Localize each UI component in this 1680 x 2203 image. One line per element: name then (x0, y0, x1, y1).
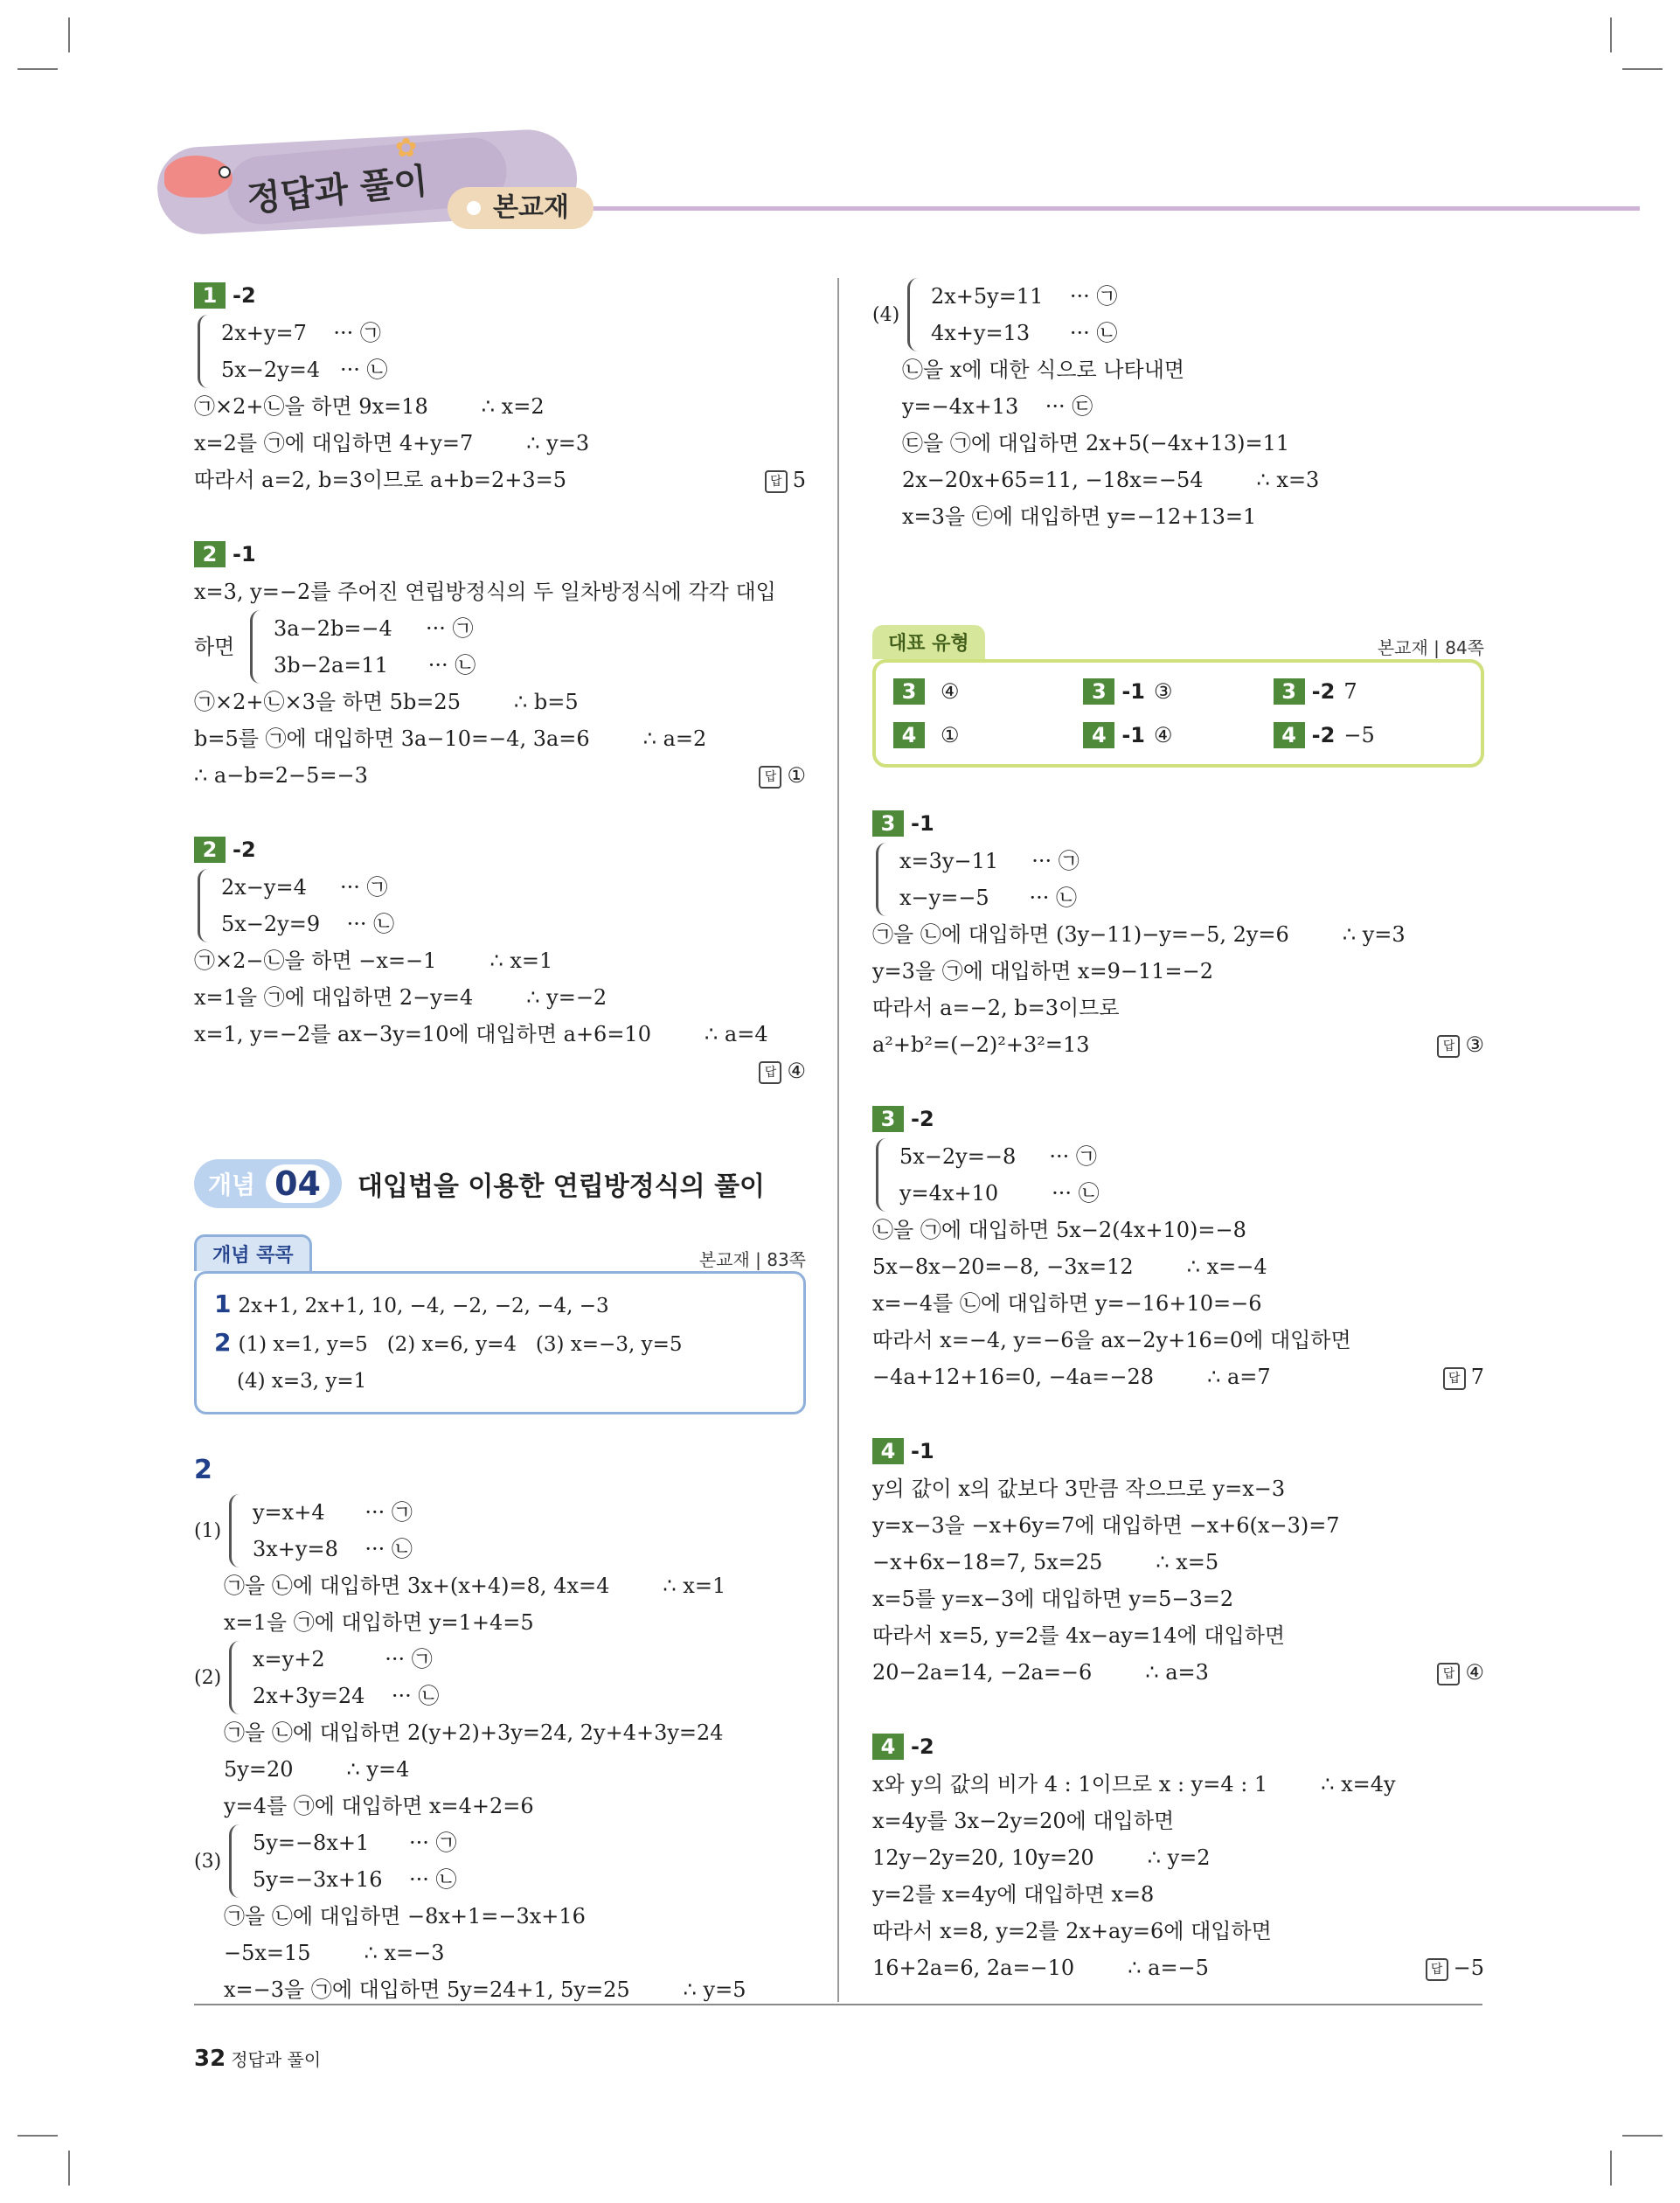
problem-number: 2 (194, 541, 226, 567)
solution-4-1 (872, 1434, 1484, 1691)
equation-row (194, 1641, 806, 1714)
solution-line (872, 1026, 1484, 1063)
solution-line: y=x−3을 −x+6y=7에 대입하면 −x+6(x−3)=7 (872, 1513, 1340, 1538)
equation: 3b−2a=11 ··· ㉡ (274, 653, 476, 678)
solution-line: ㉠을 ㉡에 대입하면 −8x+1=−3x+16 (224, 1904, 586, 1928)
problem-sub: -2 (911, 1734, 934, 1759)
section-label (448, 187, 594, 229)
problem-sub: -1 (911, 811, 934, 836)
concept-number: 04 (266, 1164, 330, 1203)
answer (759, 757, 806, 794)
rep-answer (1083, 673, 1273, 710)
equation-row (194, 1494, 806, 1567)
crop-mark (1622, 2135, 1663, 2137)
solution-line: x=3, y=−2를 주어진 연립방정식의 두 일차방정식에 각각 대입 (194, 580, 776, 604)
problem-number: 3 (1274, 678, 1305, 705)
solution-line: 5x−8x−20=−8, −3x=12 ∴ x=−4 (872, 1254, 1267, 1279)
crop-mark (68, 2151, 70, 2186)
solution-line: 따라서 a=−2, b=3이므로 (872, 996, 1120, 1020)
problem-number: 3 (872, 810, 904, 837)
concept-box-tab: 개념 콕콕 (194, 1234, 312, 1271)
equation-label: 하면 (194, 635, 235, 659)
crop-mark (1610, 2151, 1612, 2186)
part-label: (1) (194, 1519, 222, 1542)
answer (1443, 1359, 1484, 1395)
problem-number: 4 (893, 722, 925, 748)
header-rule (559, 206, 1640, 211)
equation-system (876, 1138, 1484, 1212)
equation: 5x−2y=4 ··· ㉡ (221, 358, 388, 382)
answer-badge-icon: 답 (1437, 1035, 1460, 1058)
part-label: (3) (194, 1850, 222, 1873)
problem-number: 4 (1083, 722, 1114, 748)
equation-row (194, 610, 806, 684)
answer (1437, 1026, 1484, 1063)
solution-line: ㉠을 ㉡에 대입하면 2(y+2)+3y=24, 2y+4+3y=24 (224, 1720, 724, 1745)
problem-sub: -1 (911, 1439, 934, 1463)
concept-title: 대입법을 이용한 연립방정식의 풀이 (358, 1171, 766, 1202)
answer-value: ④ (787, 1059, 806, 1083)
answer-value: ① (787, 763, 806, 788)
equation: y=4x+10 ··· ㉡ (899, 1181, 1100, 1206)
equation-system (229, 1641, 439, 1714)
solution-3-1 (872, 806, 1484, 1063)
answer-value: −5 (1343, 723, 1375, 747)
solution-line: ㉡을 ㉠에 대입하면 5x−2(4x+10)=−8 (872, 1218, 1246, 1242)
part-label: (4) (872, 303, 900, 326)
answer-value: 7 (1470, 1365, 1484, 1389)
page-reference: 본교재 | 83쪽 (698, 1249, 806, 1270)
column-divider (837, 278, 839, 2002)
solution-line: y=−4x+13 ··· ㉢ (902, 394, 1093, 419)
equation: x=y+2 ··· ㉠ (253, 1647, 433, 1671)
solution-line (872, 1359, 1484, 1395)
solution-line (194, 1053, 806, 1089)
footer-label: 정답과 풀이 (231, 2049, 322, 2070)
equation-system (229, 1494, 413, 1567)
page-reference: 본교재 | 84쪽 (1377, 637, 1484, 658)
equation-row (872, 278, 1484, 351)
solution-line: x=1, y=−2를 ax−3y=10에 대입하면 a+6=10 ∴ a=4 (194, 1022, 768, 1046)
answer (765, 462, 806, 498)
answer-value: 5 (792, 468, 806, 492)
solution-line: y=4를 ㉠에 대입하면 x=4+2=6 (224, 1794, 534, 1818)
equation: x=3y−11 ··· ㉠ (899, 849, 1080, 873)
equation-system (198, 869, 806, 942)
concept-word: 개념 (208, 1171, 256, 1199)
solution-line (872, 1949, 1484, 1986)
rep-answer (1274, 717, 1463, 754)
answer-value: ① (941, 723, 960, 747)
problem-number: 3 (893, 678, 925, 705)
solution-line: ㉠×2+㉡을 하면 9x=18 ∴ x=2 (194, 394, 545, 419)
solution-line: −x+6x−18=7, 5x=25 ∴ x=5 (872, 1550, 1219, 1574)
solution-line: y의 값이 x의 값보다 3만큼 작으므로 y=x−3 (872, 1477, 1286, 1501)
equation: 5x−2y=−8 ··· ㉠ (899, 1144, 1097, 1169)
answer (759, 1053, 806, 1089)
solution-text: 따라서 a=2, b=3이므로 a+b=2+3=5 (194, 468, 566, 492)
answer (1426, 1949, 1484, 1986)
rep-answer (1274, 673, 1463, 710)
solution-1 (194, 278, 806, 498)
equation-row (194, 1824, 806, 1898)
solution-2-1 (194, 537, 806, 794)
solution-4-2 (872, 1729, 1484, 1986)
concept-item-number: 2 (214, 1328, 232, 1357)
solution-line: x=5를 y=x−3에 대입하면 y=5−3=2 (872, 1587, 1234, 1611)
rep-box-header (872, 622, 1484, 659)
rep-answer (893, 717, 1083, 754)
equation-system (876, 843, 1484, 916)
fish-eye-icon (219, 166, 231, 178)
equation: y=x+4 ··· ㉠ (253, 1500, 413, 1525)
problem-label (194, 832, 806, 867)
solution-line: x=3을 ㉢에 대입하면 y=−12+13=1 (902, 504, 1257, 529)
crop-mark (17, 2135, 58, 2137)
crop-mark (68, 17, 70, 52)
right-column (872, 278, 1484, 2025)
part-label: (2) (194, 1666, 222, 1689)
problem-sub: -1 (233, 542, 256, 566)
solution-line: x=1을 ㉠에 대입하면 2−y=4 ∴ y=−2 (194, 985, 607, 1010)
concept-item-number: 1 (214, 1289, 232, 1318)
solution-line: 따라서 x=5, y=2를 4x−ay=14에 대입하면 (872, 1623, 1286, 1648)
problem-sub: -2 (1311, 723, 1336, 747)
equation: 3a−2b=−4 ··· ㉠ (274, 616, 474, 641)
pill-dot-icon (467, 201, 481, 215)
problem-sub: -2 (911, 1107, 934, 1131)
concept-answer-line (214, 1286, 786, 1324)
answer-badge-icon: 답 (1443, 1367, 1466, 1390)
equation: 5x−2y=9 ··· ㉡ (221, 912, 395, 936)
problem-label (872, 806, 1484, 841)
answer-value: ③ (1154, 679, 1173, 704)
solution-line: x=−4를 ㉡에 대입하면 y=−16+10=−6 (872, 1291, 1262, 1316)
problem-label (872, 1729, 1484, 1764)
problem-label (872, 1102, 1484, 1136)
solution-line: ㉠×2+㉡×3을 하면 5b=25 ∴ b=5 (194, 690, 579, 714)
answer-value: ④ (1465, 1660, 1484, 1685)
answer (1437, 1654, 1484, 1691)
solution-line: b=5를 ㉠에 대입하면 3a−10=−4, 3a=6 ∴ a=2 (194, 726, 707, 751)
solution-line (194, 757, 806, 794)
left-column (194, 278, 806, 2008)
concept-box-header (194, 1234, 806, 1271)
solution-3-2 (872, 1102, 1484, 1395)
crop-mark (17, 68, 58, 70)
equation: 2x−y=4 ··· ㉠ (221, 875, 388, 900)
answer-badge-icon: 답 (1426, 1958, 1448, 1981)
page-number: 32 (194, 2046, 226, 2072)
concept-answer-text: (1) x=1, y=5 (2) x=6, y=4 (3) x=−3, y=5 (238, 1333, 683, 1356)
concept-answer-line: (4) x=3, y=1 (237, 1370, 367, 1393)
answer-value: ④ (941, 679, 960, 704)
crop-mark (1622, 68, 1663, 70)
section-label-text: 본교재 (493, 192, 569, 223)
solution-text: a²+b²=(−2)²+3²=13 (872, 1032, 1090, 1057)
solution-line: 따라서 x=−4, y=−6을 ax−2y+16=0에 대입하면 (872, 1328, 1351, 1352)
solution-line: ㉠을 ㉡에 대입하면 (3y−11)−y=−5, 2y=6 ∴ y=3 (872, 922, 1406, 947)
solution-line: ㉠×2−㉡을 하면 −x=−1 ∴ x=1 (194, 949, 553, 973)
solution-text: ∴ a−b=2−5=−3 (194, 763, 368, 788)
problem-number: 3 (1083, 678, 1114, 705)
solution-text: 20−2a=14, −2a=−6 ∴ a=3 (872, 1660, 1209, 1685)
problem-number: 3 (872, 1106, 904, 1132)
problem-sub: -2 (233, 283, 256, 308)
solution-line: x와 y의 값의 비가 4 : 1이므로 x : y=4 : 1 ∴ x=4y (872, 1772, 1396, 1796)
solution-line: ㉠을 ㉡에 대입하면 3x+(x+4)=8, 4x=4 ∴ x=1 (224, 1574, 726, 1598)
equation: 4x+y=13 ··· ㉡ (931, 321, 1118, 345)
concept-answer-line (214, 1324, 786, 1363)
solution-line: 12y−2y=20, 10y=20 ∴ y=2 (872, 1845, 1211, 1870)
problem-number: 4 (872, 1438, 904, 1464)
answer-badge-icon: 답 (1437, 1663, 1460, 1685)
problem-label (872, 1434, 1484, 1469)
equation: 5y=−8x+1 ··· ㉠ (253, 1831, 457, 1855)
solution-line: 5y=20 ∴ y=4 (224, 1757, 410, 1782)
solution-text: 16+2a=6, 2a=−10 ∴ a=−5 (872, 1956, 1209, 1980)
answer-value: 7 (1343, 679, 1357, 704)
solution-text: −4a+12+16=0, −4a=−28 ∴ a=7 (872, 1365, 1271, 1389)
answer-badge-icon: 답 (759, 1061, 781, 1084)
header-title: 정답과 풀이 (245, 161, 430, 220)
equation: 2x+5y=11 ··· ㉠ (931, 284, 1118, 309)
answer-badge-icon: 답 (765, 470, 788, 493)
answer-badge-icon: 답 (759, 766, 781, 789)
equation-system (907, 278, 1117, 351)
solution-line: x=4y를 3x−2y=20에 대입하면 (872, 1809, 1175, 1833)
problem-label (194, 278, 806, 313)
crop-mark (1610, 17, 1612, 52)
question-heading: 2 (194, 1455, 212, 1485)
rep-answer-box (872, 659, 1484, 768)
solution-line (872, 1654, 1484, 1691)
solution-2-part-4 (872, 278, 1484, 535)
rep-answer (1083, 717, 1273, 754)
solution-line: x=1을 ㉠에 대입하면 y=1+4=5 (224, 1610, 534, 1635)
equation: 2x+3y=24 ··· ㉡ (253, 1684, 440, 1708)
equation: x−y=−5 ··· ㉡ (899, 886, 1077, 910)
problem-sub: -1 (1121, 723, 1145, 747)
solution-line: y=2를 x=4y에 대입하면 x=8 (872, 1882, 1155, 1907)
answer-value: ③ (1465, 1032, 1484, 1057)
solution-line: x=−3을 ㉠에 대입하면 5y=24+1, 5y=25 ∴ y=5 (224, 1977, 746, 2002)
equation-system (229, 1824, 457, 1898)
problem-sub: -1 (1121, 679, 1145, 704)
solution-line (194, 462, 806, 498)
solution-line: −5x=15 ∴ x=−3 (224, 1941, 445, 1965)
problem-label (194, 537, 806, 572)
rep-answer (893, 673, 1083, 710)
solution-line: 2x−20x+65=11, −18x=−54 ∴ x=3 (902, 468, 1320, 492)
solution-line: ㉢을 ㉠에 대입하면 2x+5(−4x+13)=11 (902, 431, 1290, 455)
solution-line: ㉡을 x에 대한 식으로 나타내면 (902, 358, 1185, 382)
solution-line: x=2를 ㉠에 대입하면 4+y=7 ∴ y=3 (194, 431, 590, 455)
equation-system (198, 315, 806, 388)
equation: 2x+y=7 ··· ㉠ (221, 321, 381, 345)
answer-value: ④ (1154, 723, 1173, 747)
problem-sub: -2 (1311, 679, 1336, 704)
problem-number: 4 (872, 1734, 904, 1760)
equation-system (250, 610, 476, 684)
problem-number: 4 (1274, 722, 1305, 748)
answer-value: −5 (1453, 1956, 1484, 1980)
sparkle-icon: ✿ (395, 133, 418, 163)
concept-answer-text: 2x+1, 2x+1, 10, −4, −2, −2, −4, −3 (238, 1295, 609, 1317)
concept-answer-box (194, 1271, 806, 1414)
equation: 3x+y=8 ··· ㉡ (253, 1537, 413, 1561)
problem-number: 2 (194, 837, 226, 863)
solution-2-2 (194, 832, 806, 1089)
concept-badge (194, 1159, 342, 1208)
concept-heading (194, 1159, 806, 1208)
page-footer (194, 2046, 321, 2072)
equation: 5y=−3x+16 ··· ㉡ (253, 1867, 457, 1892)
rep-box-tab: 대표 유형 (872, 625, 985, 659)
problem-number: 1 (194, 282, 226, 309)
problem-sub: -2 (233, 837, 256, 862)
solution-line: y=3을 ㉠에 대입하면 x=9−11=−2 (872, 959, 1213, 983)
solution-line: 따라서 x=8, y=2를 2x+ay=6에 대입하면 (872, 1919, 1272, 1943)
